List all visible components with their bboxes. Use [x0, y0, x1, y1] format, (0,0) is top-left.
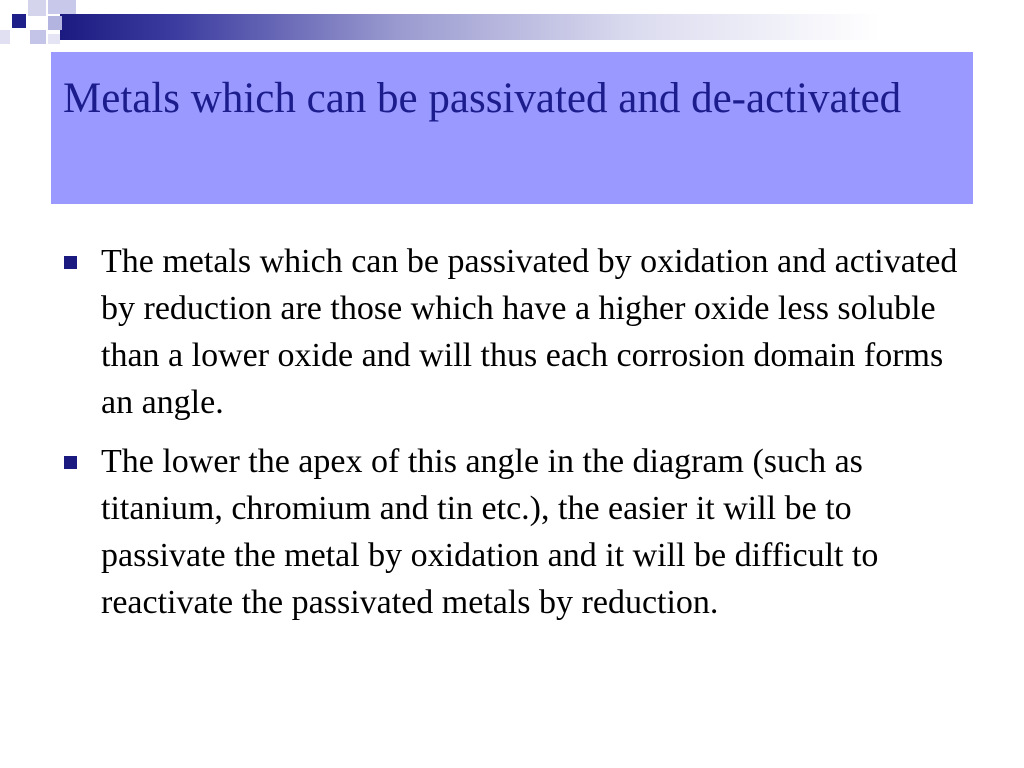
square-bullet-icon	[64, 456, 77, 469]
square-bullet-icon	[64, 256, 77, 269]
corner-square-decoration	[48, 34, 60, 44]
slide-title: Metals which can be passivated and de-activated	[63, 75, 902, 122]
corner-square-decoration	[0, 30, 10, 44]
corner-square-decoration	[48, 0, 76, 14]
bullet-text: The metals which can be passivated by oxidation and activated by reduction are those which have a higher oxide less soluble than a lower oxide and will thus each corrosion domain forms an angle.	[101, 243, 958, 421]
bullet-item	[64, 238, 964, 426]
corner-square-decoration	[30, 30, 46, 44]
corner-square-decoration	[48, 16, 62, 30]
bullet-list	[64, 238, 964, 638]
bullet-item	[64, 438, 964, 626]
corner-square-decoration	[12, 14, 26, 28]
header-gradient-band	[60, 14, 1024, 40]
corner-square-decoration	[28, 0, 46, 16]
bullet-text: The lower the apex of this angle in the diagram (such as titanium, chromium and tin etc.), the easier it will be to passivate the metal by oxidation and it will be difficult to reactivate the passivated metals by reduction.	[101, 443, 879, 621]
title-box	[51, 52, 973, 204]
